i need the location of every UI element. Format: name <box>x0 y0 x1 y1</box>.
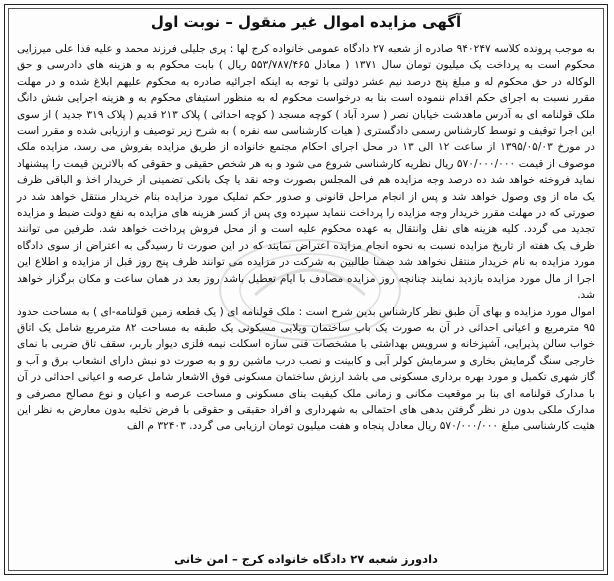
notice-title: آگهی مزایده اموال غیر منقول – نوبت اول <box>150 13 462 31</box>
notice-signature: دادورز شعبه ۲۷ دادگاه خانواده کرج – امن خانی <box>174 552 438 566</box>
notice-frame <box>4 4 608 575</box>
notice-paragraph-1: به موجب پرونده کلاسه ۹۴۰۲۴۷ صادره از شعبه ۲۷ دادگاه عمومی خانواده کرج لها : پری جلیلی فرزند محمد و علیه فدا علی میرزایی محکوم است به پرداخت یک میلیون تومان سال ۱۳۷۱ ( معادل ۵۵۳/۷۸۷/۴۶۵ ریال ) بابت محکوم به و هزینه های دادرسی و حق الوکاله در حق محکوم له و مبلغ پنج درصد نیم عشر دولتی با توجه به اینکه اجرائیه صادره به محکوم علیهم ابلاغ شده و در مهلت مقرر نسبت به اجرای حکم اقدام ننموده است بنا به درخواست محکوم له به منظور استیفای محکوم به و هزینه اجرایی شش دانگ ملک قولنامه ای به آدرس ماهدشت خیابان نصر ( سرد آباد ) کوچه مسجد ( کوچه احداثی ) پلاک ۲۱۳ قدیم ( پلاک ۳۱۹ جدید ) از سوی این اجرا توقیف و توسط کارشناس رسمی دادگستری ( هیات کارشناسی سه نفره ) به شرح زیر توصیف و ارزیابی شده و مقرر است در مورخ ۱۳۹۵/۰۵/۰۳ از ساعت ۱۲ الی ۱۳ در محل اجرای احکام مجتمع خانواده از طریق مزایده بفروش می رسد، مزایده ملک موصوف از قیمت ۵۷۰/۰۰۰/۰۰۰ ریال نظریه کارشناسی شروع می شود و به هر شخص حقیقی و حقوقی که بالاترین قیمت را پیشنهاد نماید فروخته خواهد شد ده درصد وجه مزایده هم فی المجلس بصورت وجه نقد یا چک بانکی تضمینی از خریدار اخذ و الباقی ظرف یک ماه از وی وصول خواهد شد و پس از انجام مراحل قانونی و صدور حکم تملیک مورد مزایده بنام خریدار منتقل خواهد شد در صورتی که در مهلت مقرر خریدار وجه مزایده را پرداخت ننماید سپرده وی پس از کسر هزینه های مزایده به نفع دولت ضبط و مزایده تجدید می گردد. کلیه هزینه های نقل وانتقال به عهده محکوم علیه است و از محل فروش پرداخت خواهد شد. طرفین می توانند ظرف یک هفته از تاریخ مزایده نسبت به نحوه انجام مزایده اعتراض نمایند که در این صورت تا رسیدگی به اعتراض از سوی دادگاه مورد مزایده به نام خریدار منتقل نخواهد شد ضمنا طالبین به شرکت در مزایده می توانند ظرف پنج روز قبل از مزایده و اطلاع این اجرا از مال مورد مزایده بازدید نمایند چنانچه روز مزایده مصادف با ایام تعطیل باشد روز بعد در همان ساعت و مکان برگزار خواهد شد. <box>17 43 596 302</box>
notice-paragraph-2: اموال مورد مزایده و بهای آن طبق نظر کارشناس بدین شرح است : ملک قولنامه ای ( یک قطعه زمین قولنامه-ای ) به مساحت حدود ۹۵ مترمربع و اعیانی احداثی در آن به صورت یک باب ساختمان ویلایی مسکونی یک طبقه به مساحت ۸۲ مترمربع شامل یک اتاق خواب سالن پذیرایی، آشپزخانه و سرویس بهداشتی با مشخصات فنی سازه اسکلت نیمه فلزی دیوار باربر، سقف تاق ضربی با نمای خارجی سنگ گرمایش بخاری و سرمایش کولر آبی و کابینت و نصب درب ماشین رو و به صورت دو نبش دارای انشعاب برق و آب و گاز شهری تکمیل و مورد بهره برداری مسکونی می باشد ارزش ساختمان مسکونی فوق الاشعار شامل عرصه و اعیانی احداثی در آن با مدارک قولنامه ای بنا بر موقعیت مکانی و زمانی ملک کیفیت بنای مسکونی و مساحت عرصه و اعیان و نوع مصالح مصرفی و مدارک ملکی بدون در نظر گرفتن بدهی های احتمالی به شهرداری و افراد حقیقی و حقوقی با فرض تخلیه بدون معارض به نظر این هئیت کارشناسی مبلغ ۵۷۰/۰۰۰/۰۰۰ ریال معادل پنجاه و هفت میلیون تومان ارزیابی می گردد. ۳۲۴۰۳ م الف <box>17 305 595 433</box>
notice-body <box>17 41 595 435</box>
